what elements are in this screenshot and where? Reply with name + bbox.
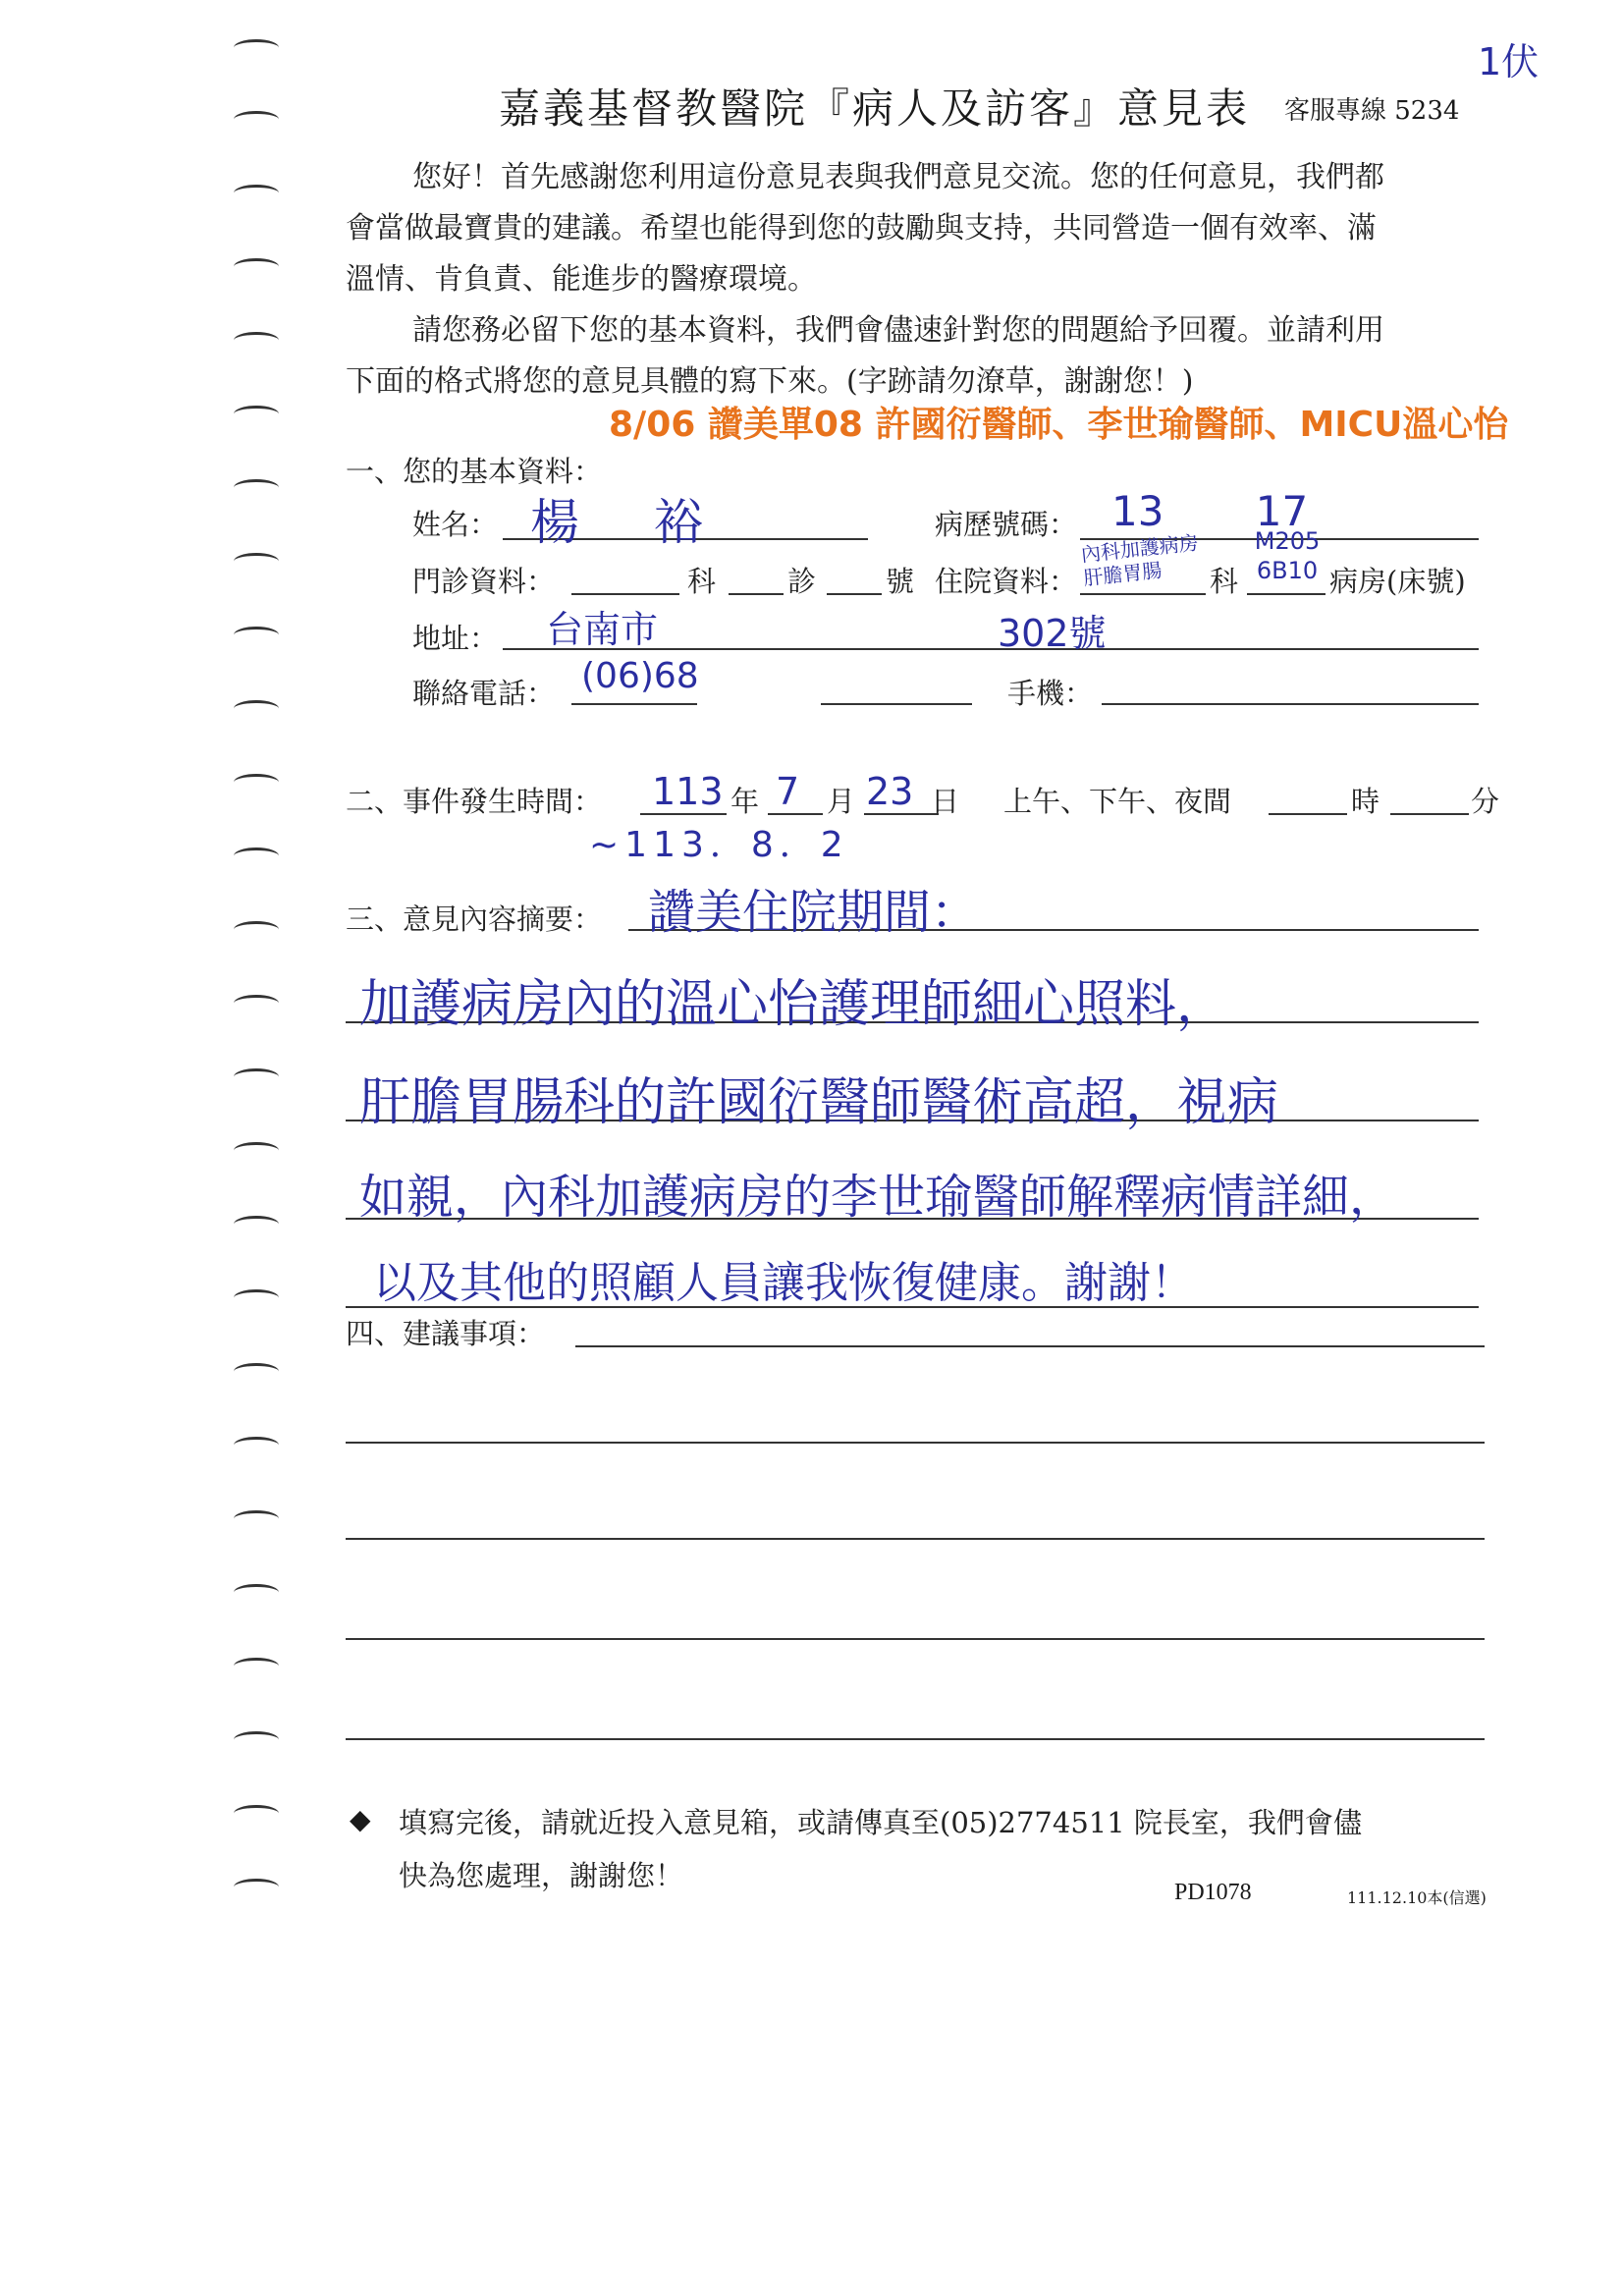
suggestion-underline-1 <box>575 1345 1485 1347</box>
opinion-line-4: 如親，內科加護病房的李世瑜醫師解釋病情詳細， <box>359 1170 1397 1225</box>
record-number-label: 病歷號碼： <box>935 508 1078 541</box>
intro-paragraph-2-line-1: 請您務必留下您的基本資料，我們會儘速針對您的問題給予回覆。並請利用 <box>412 313 1384 348</box>
outpatient-number-label: 號 <box>886 565 915 598</box>
suggestion-underline-4 <box>346 1638 1485 1640</box>
opinion-line-2: 加護病房內的溫心怡護理師細心照料， <box>359 975 1228 1034</box>
month-underline <box>768 813 823 815</box>
binder-hole <box>234 921 279 938</box>
binder-hole <box>234 774 279 791</box>
inpatient-dept-value: 內科加護病房 肝膽胃腸 <box>1079 530 1200 590</box>
ward-underline <box>1247 593 1325 595</box>
name-label: 姓名： <box>412 508 499 541</box>
binder-hole <box>234 1142 279 1159</box>
binder-hole <box>234 847 279 864</box>
opinion-line-5: 以及其他的照顧人員讓我恢復健康。謝謝！ <box>373 1258 1194 1308</box>
binder-hole <box>234 995 279 1011</box>
address-city-value: 台南市 <box>546 608 659 651</box>
time-period-label: 上午、下午、夜間 <box>1003 785 1232 818</box>
year-value: 113 <box>652 770 724 813</box>
mobile-label: 手機： <box>1007 677 1094 710</box>
binder-hole <box>234 1068 279 1085</box>
binder-hole <box>234 1879 279 1895</box>
phone-underline <box>571 703 697 705</box>
section-4-heading: 四、建議事項： <box>346 1317 546 1350</box>
binder-hole <box>234 700 279 717</box>
year-label: 年 <box>730 785 760 818</box>
outpatient-clinic-underline <box>729 593 784 595</box>
binder-hole <box>234 627 279 643</box>
intro-paragraph-1-line-2: 會當做最寶貴的建議。希望也能得到您的鼓勵與支持，共同營造一個有效率、滿 <box>346 211 1377 246</box>
year-underline <box>640 813 727 815</box>
intro-paragraph-2-line-2: 下面的格式將您的意見具體的寫下來。(字跡請勿潦草，謝謝您！) <box>346 364 1194 399</box>
outpatient-dept-underline <box>571 593 679 595</box>
outpatient-dept-label: 科 <box>687 565 717 598</box>
binder-hole <box>234 1216 279 1232</box>
ward-label: 病房(床號) <box>1329 565 1466 598</box>
name-value: 楊 裕 <box>530 494 732 551</box>
phone-extension-underline <box>821 703 972 705</box>
intro-paragraph-1-line-1: 您好！首先感謝您利用這份意見表與我們意見交流。您的任何意見，我們都 <box>412 160 1384 194</box>
inpatient-dept-underline <box>1080 593 1206 595</box>
inpatient-dept-label: 科 <box>1210 565 1239 598</box>
address-label: 地址： <box>412 622 499 655</box>
minute-underline <box>1390 813 1469 815</box>
form-code: PD1078 <box>1174 1880 1252 1905</box>
binder-hole <box>234 1363 279 1380</box>
mobile-underline <box>1102 703 1479 705</box>
minute-label: 分 <box>1471 785 1500 818</box>
binder-hole <box>234 39 279 56</box>
outpatient-clinic-label: 診 <box>787 565 817 598</box>
form-title: 嘉義基督教醫院『病人及訪客』意見表 <box>499 84 1251 133</box>
binder-hole <box>234 479 279 496</box>
hour-label: 時 <box>1351 785 1380 818</box>
month-value: 7 <box>776 770 800 813</box>
corner-handwritten-mark: 1伏 <box>1478 40 1540 83</box>
binder-hole <box>234 1658 279 1674</box>
outpatient-label: 門診資料： <box>412 565 556 598</box>
form-version: 111.12.10本(信選) <box>1347 1888 1487 1907</box>
binder-hole <box>234 332 279 349</box>
record-number-value: 13 17 <box>1111 487 1309 535</box>
outpatient-number-underline <box>827 593 882 595</box>
phone-value: (06)68 <box>581 656 699 696</box>
binder-hole <box>234 1584 279 1601</box>
section-2-heading: 二、事件發生時間： <box>346 785 603 818</box>
binder-hole <box>234 1289 279 1306</box>
binder-hole <box>234 1805 279 1822</box>
opinion-line-3: 肝膽胃腸科的許國衍醫師醫術高超，視病 <box>359 1073 1279 1132</box>
intro-paragraph-1-line-3: 溫情、肯負責、能進步的醫療環境。 <box>346 262 817 297</box>
binder-hole <box>234 553 279 570</box>
stamp-note: 8/06 讚美單08 許國衍醫師、李世瑜醫師、MICU溫心怡 <box>609 405 1509 445</box>
footer-instruction-line-1: 填寫完後，請就近投入意見箱，或請傳真至(05)2774511 院長室，我們會儘 <box>399 1806 1362 1839</box>
footer-instruction-line-2: 快為您處理，謝謝您！ <box>399 1859 684 1892</box>
diamond-bullet-icon: ◆ <box>350 1803 371 1835</box>
section-1-heading: 一、您的基本資料： <box>346 455 603 488</box>
end-date-value: ~113．8．2 <box>589 825 849 865</box>
binder-hole <box>234 1437 279 1453</box>
phone-label: 聯絡電話： <box>412 677 556 710</box>
inpatient-label: 住院資料： <box>935 565 1078 598</box>
binder-hole <box>234 258 279 275</box>
suggestion-underline-3 <box>346 1538 1485 1540</box>
day-underline <box>864 813 939 815</box>
service-hotline: 客服專線 5234 <box>1284 96 1460 126</box>
binder-hole <box>234 1510 279 1527</box>
section-3-heading: 三、意見內容摘要： <box>346 902 603 936</box>
binder-hole <box>234 185 279 201</box>
hour-underline <box>1269 813 1347 815</box>
suggestion-underline-5 <box>346 1738 1485 1740</box>
day-label: 日 <box>931 785 960 818</box>
binder-hole <box>234 1731 279 1748</box>
binder-hole <box>234 111 279 128</box>
inpatient-ward-value: M205 6B10 <box>1254 527 1321 584</box>
day-value: 23 <box>866 770 914 813</box>
month-label: 月 <box>827 785 856 818</box>
suggestion-underline-2 <box>346 1442 1485 1444</box>
opinion-line-1: 讚美住院期間： <box>648 885 979 940</box>
address-number-value: 302號 <box>998 612 1107 655</box>
binder-hole <box>234 406 279 422</box>
